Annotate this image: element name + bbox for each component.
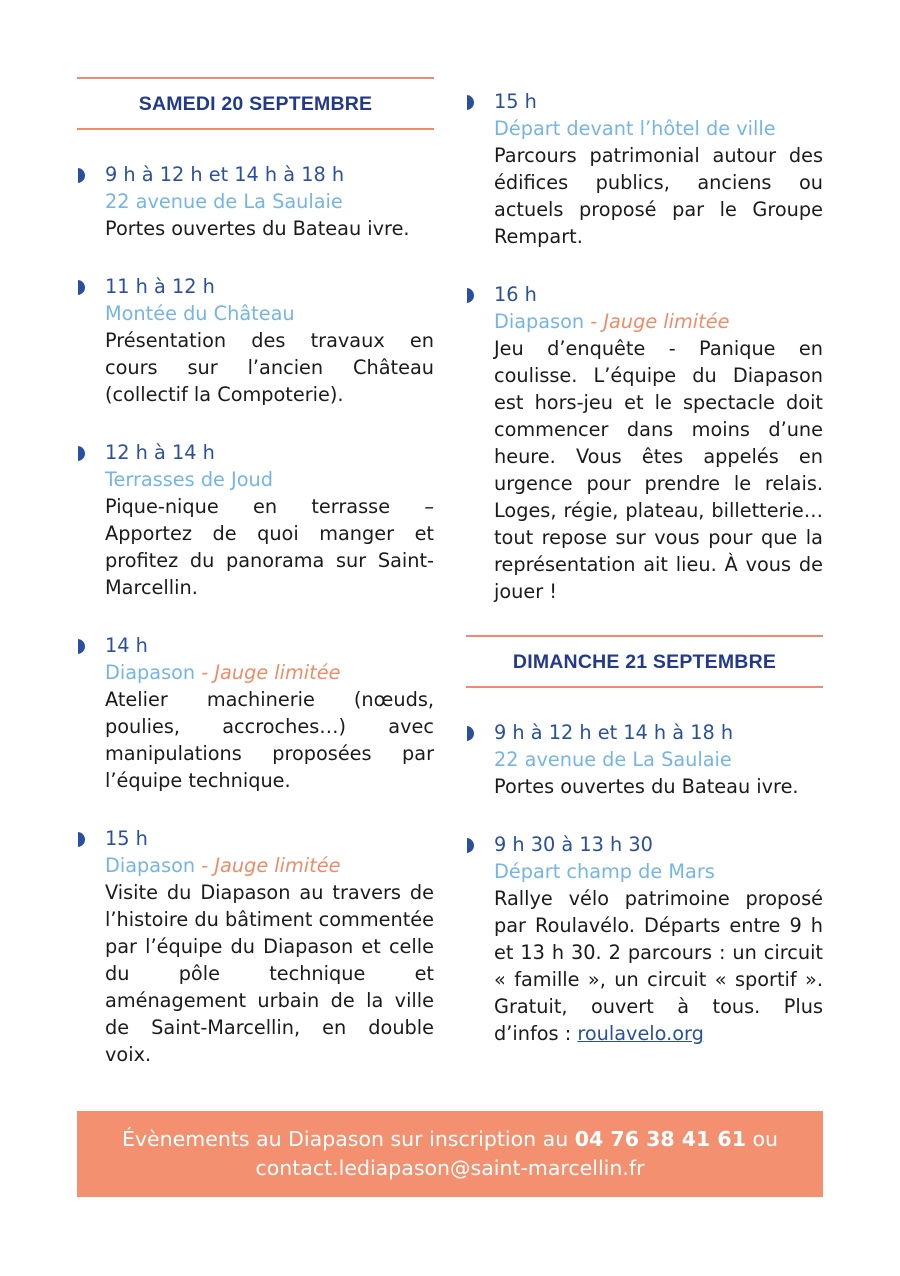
event-item bbox=[77, 439, 434, 601]
event-description: Rallye vélo patrimoine proposé par Roulavélo. Départs entre 9 h et 13 h 30. 2 parcours : un circuit « famille », un circuit « sportif ». Gratuit, ouvert à tous. Plus d’infos : roulavelo.org bbox=[494, 887, 823, 1045]
roulavelo-link[interactable]: roulavelo.org bbox=[577, 1022, 704, 1045]
event-time: 15 h bbox=[494, 90, 537, 113]
event-item bbox=[77, 273, 434, 408]
half-circle-bullet-icon bbox=[78, 446, 86, 461]
half-circle-bullet-icon bbox=[467, 726, 475, 741]
half-circle-bullet-icon bbox=[78, 639, 86, 654]
event-time: 9 h 30 à 13 h 30 bbox=[494, 833, 653, 856]
event-time: 15 h bbox=[105, 827, 148, 850]
event-description: Jeu d’enquête - Panique en coulisse. L’équipe du Diapason est hors-jeu et le spectacle doit commencer dans moins d’une heure. Vous êtes appelés en urgence pour prendre le relais. Loges, régie, plateau, billetterie… tout repose sur vous pour que la représentation ait lieu. À vous de jouer ! bbox=[494, 337, 823, 603]
event-location: Diapason - Jauge limitée bbox=[494, 310, 730, 333]
right-column bbox=[466, 0, 823, 1047]
half-circle-bullet-icon bbox=[78, 832, 86, 847]
saturday-title: SAMEDI 20 SEPTEMBRE bbox=[138, 93, 373, 115]
event-time: 9 h à 12 h et 14 h à 18 h bbox=[105, 163, 345, 186]
event-item bbox=[77, 825, 434, 1068]
left-column bbox=[77, 0, 434, 1068]
half-circle-bullet-icon bbox=[467, 95, 475, 110]
limited-capacity-note: - Jauge limitée bbox=[195, 854, 341, 877]
event-description: Présentation des travaux en cours sur l’ancien Château (collectif la Compoterie). bbox=[105, 329, 434, 406]
event-item bbox=[466, 88, 823, 250]
event-location: Départ champ de Mars bbox=[494, 860, 715, 883]
event-location: Diapason - Jauge limitée bbox=[105, 854, 341, 877]
limited-capacity-note: - Jauge limitée bbox=[584, 310, 730, 333]
contact-email[interactable]: contact.lediapason@saint-marcellin.fr bbox=[255, 1156, 645, 1180]
event-location: 22 avenue de La Saulaie bbox=[105, 190, 343, 213]
event-time: 12 h à 14 h bbox=[105, 441, 215, 464]
event-time: 14 h bbox=[105, 634, 148, 657]
event-location: 22 avenue de La Saulaie bbox=[494, 748, 732, 771]
event-item bbox=[77, 161, 434, 242]
phone-number[interactable]: 04 76 38 41 61 bbox=[574, 1127, 746, 1151]
event-description: Pique-nique en terrasse – Apportez de quoi manger et profitez du panorama sur Saint-Marcellin. bbox=[105, 495, 434, 599]
half-circle-bullet-icon bbox=[78, 280, 86, 295]
event-description: Portes ouvertes du Bateau ivre. bbox=[105, 217, 410, 240]
event-location: Diapason - Jauge limitée bbox=[105, 661, 341, 684]
half-circle-bullet-icon bbox=[78, 168, 86, 183]
event-item bbox=[77, 632, 434, 794]
half-circle-bullet-icon bbox=[467, 288, 475, 303]
event-item bbox=[466, 719, 823, 800]
event-item bbox=[466, 281, 823, 605]
saturday-header bbox=[77, 77, 434, 130]
event-description: Parcours patrimonial autour des édifices publics, anciens ou actuels proposé par le Groupe Rempart. bbox=[494, 144, 823, 248]
event-time: 16 h bbox=[494, 283, 537, 306]
limited-capacity-note: - Jauge limitée bbox=[195, 661, 341, 684]
event-description: Portes ouvertes du Bateau ivre. bbox=[494, 775, 799, 798]
event-item bbox=[466, 831, 823, 1047]
registration-line: Évènements au Diapason sur inscription au 04 76 38 41 61 ou bbox=[121, 1127, 779, 1151]
event-location: Terrasses de Joud bbox=[105, 468, 273, 491]
event-time: 11 h à 12 h bbox=[105, 275, 215, 298]
event-location: Départ devant l’hôtel de ville bbox=[494, 117, 776, 140]
half-circle-bullet-icon bbox=[467, 838, 475, 853]
event-description: Atelier machinerie (nœuds, poulies, accroches…) avec manipulations proposées par l’équipe technique. bbox=[105, 688, 434, 792]
event-location: Montée du Château bbox=[105, 302, 295, 325]
registration-info-box bbox=[77, 1111, 823, 1197]
sunday-header bbox=[466, 635, 823, 688]
sunday-title: DIMANCHE 21 SEPTEMBRE bbox=[512, 651, 777, 673]
event-description: Visite du Diapason au travers de l’histoire du bâtiment commentée par l’équipe du Diapason et celle du pôle technique et aménagement urbain de la ville de Saint-Marcellin, en double voix. bbox=[105, 881, 434, 1066]
event-time: 9 h à 12 h et 14 h à 18 h bbox=[494, 721, 734, 744]
